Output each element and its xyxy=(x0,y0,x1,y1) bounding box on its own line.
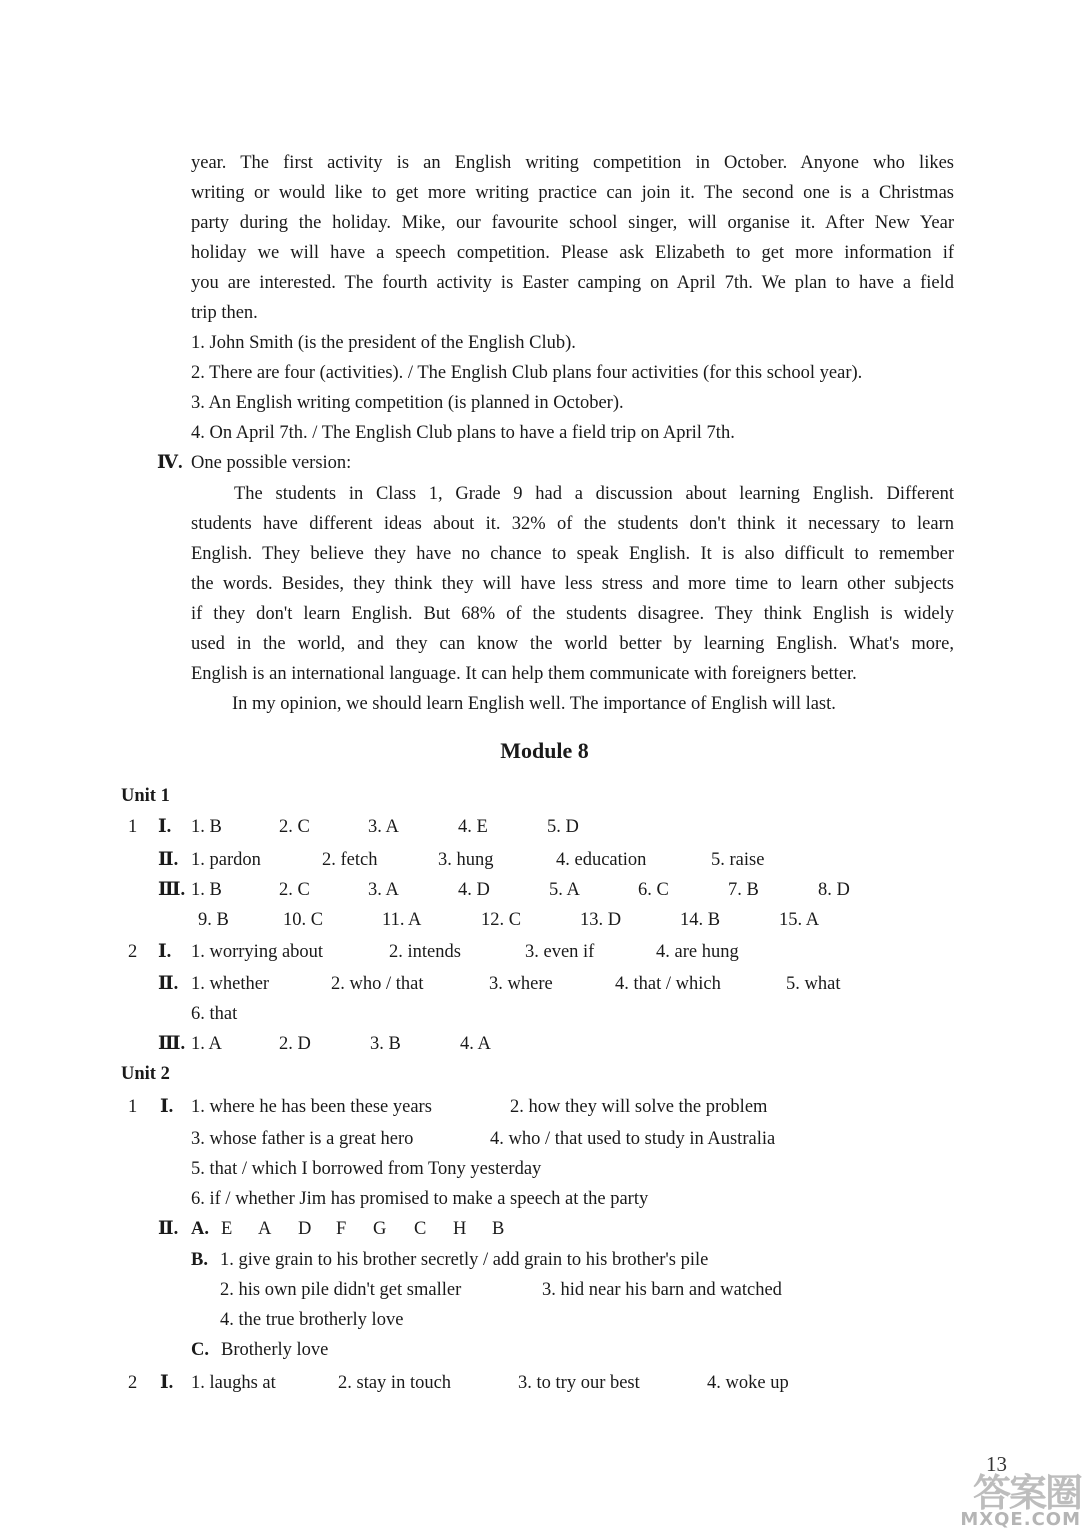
essay-line: English. They believe they have no chance to speak English. It is also difficult to remember xyxy=(191,544,954,564)
answer-item: 3. A xyxy=(368,817,399,837)
answer-item: 2. D xyxy=(279,1034,311,1054)
answer-item: 4. woke up xyxy=(707,1373,789,1393)
section-intro: One possible version: xyxy=(191,453,352,473)
answer-item: 1. laughs at xyxy=(191,1373,276,1393)
passage-line: year. The first activity is an English writing competition in October. Anyone who likes xyxy=(191,153,954,173)
answer-item: 14. B xyxy=(680,910,721,930)
section-label: Ⅱ. xyxy=(158,850,179,870)
part-number: 1 xyxy=(128,817,138,837)
passage-line: party during the holiday. Mike, our favourite school singer, will organise it. After New Year xyxy=(191,213,954,233)
essay-conclusion: In my opinion, we should learn English well. The importance of English will last. xyxy=(232,694,836,714)
section-label: Ⅳ. xyxy=(157,453,183,473)
answer-item: D xyxy=(298,1219,312,1239)
answer-item: 8. D xyxy=(818,880,850,900)
answer-item: 2. how they will solve the problem xyxy=(510,1097,768,1117)
subsection-label: B. xyxy=(191,1250,208,1270)
answer-item: C xyxy=(414,1219,427,1239)
unit-heading: Unit 1 xyxy=(121,786,170,806)
part-number: 2 xyxy=(128,942,138,962)
answer-item: 7. B xyxy=(728,880,759,900)
answer-item: 2. C xyxy=(279,880,310,900)
answer-line: 2. There are four (activities). / The English Club plans four activities (for this school year). xyxy=(191,363,863,383)
answer-item: G xyxy=(373,1219,387,1239)
subsection-label: C. xyxy=(191,1340,209,1360)
answer-item: 1. give grain to his brother secretly / add grain to his brother's pile xyxy=(220,1250,709,1270)
answer-item: 13. D xyxy=(580,910,622,930)
section-label: Ⅱ. xyxy=(158,974,179,994)
answer-item: 3. whose father is a great hero xyxy=(191,1129,414,1149)
section-label: Ⅰ. xyxy=(158,817,172,837)
part-number: 1 xyxy=(128,1097,138,1117)
essay-line: the words. Besides, they think they will have less stress and more time to learn other subjects xyxy=(191,574,954,594)
answer-item: 3. even if xyxy=(525,942,595,962)
answer-item: 1. pardon xyxy=(191,850,261,870)
page-number: 13 xyxy=(986,1452,1007,1476)
answer-item: 2. C xyxy=(279,817,310,837)
answer-line: 3. An English writing competition (is planned in October). xyxy=(191,393,624,413)
answer-item: 3. hung xyxy=(438,850,494,870)
answer-item: 9. B xyxy=(198,910,229,930)
passage-line: holiday we will have a speech competition. Please ask Elizabeth to get more information if xyxy=(191,243,954,263)
answer-item: F xyxy=(336,1219,347,1239)
section-label: Ⅰ. xyxy=(158,942,172,962)
answer-item: 2. intends xyxy=(389,942,461,962)
answer-item: 4. D xyxy=(458,880,490,900)
answer-item: 2. his own pile didn't get smaller xyxy=(220,1280,462,1300)
section-label: Ⅰ. xyxy=(160,1097,174,1117)
answer-item: 3. hid near his barn and watched xyxy=(542,1280,782,1300)
answer-item: 15. A xyxy=(779,910,820,930)
answer-item: 4. A xyxy=(460,1034,491,1054)
answer-item: 1. B xyxy=(191,817,222,837)
section-label: Ⅱ. xyxy=(158,1219,179,1239)
answer-item: 1. whether xyxy=(191,974,270,994)
passage-line: trip then. xyxy=(191,303,258,323)
part-number: 2 xyxy=(128,1373,138,1393)
answer-item: H xyxy=(453,1219,467,1239)
answer-item: 10. C xyxy=(283,910,324,930)
answer-item: 3. A xyxy=(368,880,399,900)
answer-line: 1. John Smith (is the president of the English Club). xyxy=(191,333,576,353)
answer-item: 1. A xyxy=(191,1034,222,1054)
answer-item: 2. who / that xyxy=(331,974,424,994)
answer-item: 5. that / which I borrowed from Tony yesterday xyxy=(191,1159,542,1179)
essay-line: English is an international language. It can help them communicate with foreigners better. xyxy=(191,664,857,684)
answer-item: 3. B xyxy=(370,1034,401,1054)
answer-item: 5. raise xyxy=(711,850,765,870)
essay-line: used in the world, and they can know the world better by learning English. What's more, xyxy=(191,634,954,654)
passage-line: writing or would like to get more writing practice can join it. The second one is a Christmas xyxy=(191,183,954,203)
section-label: Ⅰ. xyxy=(160,1373,174,1393)
subsection-label: A. xyxy=(191,1219,209,1239)
answer-item: 1. worrying about xyxy=(191,942,324,962)
answer-item: 5. A xyxy=(549,880,580,900)
answer-item: 2. stay in touch xyxy=(338,1373,452,1393)
answer-item: 3. where xyxy=(489,974,553,994)
answer-item: 1. B xyxy=(191,880,222,900)
answer-item: 1. where he has been these years xyxy=(191,1097,432,1117)
essay-line: if they don't learn English. But 68% of the students disagree. They think English is widely xyxy=(191,604,954,624)
answer-item: 4. the true brotherly love xyxy=(220,1310,404,1330)
section-label: Ⅲ. xyxy=(158,1034,186,1054)
answer-item: Brotherly love xyxy=(221,1340,329,1360)
answer-item: 4. that / which xyxy=(615,974,721,994)
module-title: Module 8 xyxy=(500,738,589,763)
answer-item: 5. D xyxy=(547,817,579,837)
answer-item: 12. C xyxy=(481,910,522,930)
essay-line: students have different ideas about it. 32% of the students don't think it necessary to learn xyxy=(191,514,954,534)
answer-item: 4. education xyxy=(556,850,647,870)
answer-item: B xyxy=(492,1219,505,1239)
answer-item: 6. if / whether Jim has promised to make a speech at the party xyxy=(191,1189,649,1209)
answer-item: 4. who / that used to study in Australia xyxy=(490,1129,776,1149)
unit-heading: Unit 2 xyxy=(121,1064,170,1084)
answer-item: 4. are hung xyxy=(656,942,739,962)
answer-item: 4. E xyxy=(458,817,488,837)
answer-item: 3. to try our best xyxy=(518,1373,640,1393)
answer-item: 2. fetch xyxy=(322,850,378,870)
section-label: Ⅲ. xyxy=(158,880,186,900)
answer-item: A xyxy=(258,1219,272,1239)
answer-item: E xyxy=(221,1219,233,1239)
essay-line: The students in Class 1, Grade 9 had a discussion about learning English. Different xyxy=(234,484,954,504)
answer-item: 6. that xyxy=(191,1004,238,1024)
answer-item: 5. what xyxy=(786,974,841,994)
watermark-url: MXQE.COM xyxy=(960,1509,1081,1530)
passage-line: you are interested. The fourth activity is Easter camping on April 7th. We plan to have a field xyxy=(191,273,954,293)
answer-item: 6. C xyxy=(638,880,669,900)
watermark xyxy=(959,1462,1081,1530)
watermark-logo: 答案圈 xyxy=(972,1471,1081,1515)
answer-line: 4. On April 7th. / The English Club plans to have a field trip on April 7th. xyxy=(191,423,735,443)
answer-item: 11. A xyxy=(382,910,422,930)
